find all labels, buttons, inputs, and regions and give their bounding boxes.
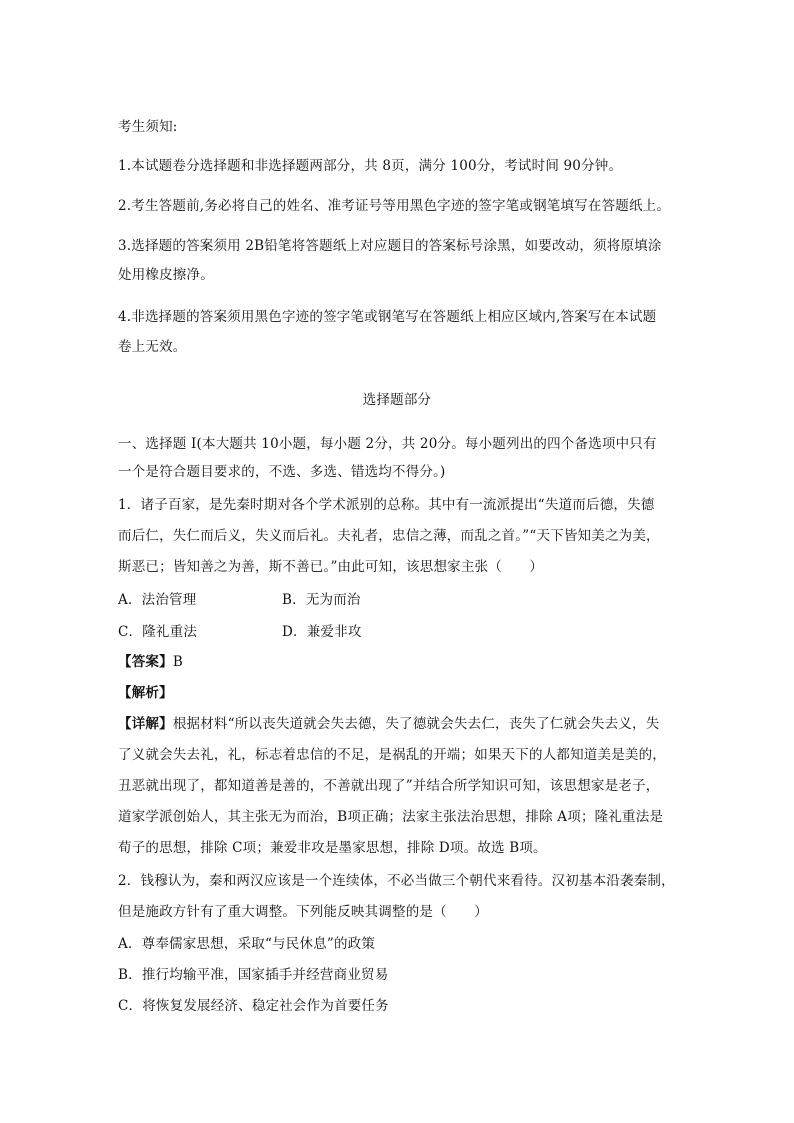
q1-stem-line-3: 斯恶已；皆知善之为善，斯不善已。”由此可知，该思想家主张（ ） <box>118 559 544 575</box>
q2-stem-line-1: 2．钱穆认为，秦和两汉应该是一个连续体，不必当做三个朝代来看待。汉初基本沿袭秦制， <box>118 873 675 889</box>
notice-item-3-line-2: 处用橡皮擦净。 <box>118 267 214 283</box>
detail-label: 【详解】 <box>118 716 173 732</box>
q1-analysis-label: 【解析】 <box>118 685 173 701</box>
q1-stem-line-2: 而后仁，失仁而后义，失义而后礼。夫礼者，忠信之薄，而乱之首。”“天下皆知美之为美， <box>118 528 660 544</box>
q1-option-d: D．兼爱非攻 <box>282 624 362 640</box>
q1-option-b: B．无为而治 <box>282 592 361 608</box>
q2-option-b: B．推行均输平准，国家插手并经营商业贸易 <box>118 967 389 983</box>
q1-detail-line-5: 荀子的思想，排除 C项；兼爱非攻是墨家思想，排除 D项。故选 B项。 <box>118 840 547 856</box>
q2-option-c: C．将恢复发展经济、稳定社会作为首要任务 <box>118 998 389 1014</box>
notice-item-4-line-2: 卷上无效。 <box>118 339 187 355</box>
notice-item-2: 2.考生答题前,务必将自己的姓名、准考证号等用黑色字迹的签字笔或钢笔填写在答题纸上。 <box>118 198 671 214</box>
detail-text: 根据材料“所以丧失道就会失去德，失了德就会失去仁，丧失了仁就会失去义，失 <box>172 716 660 732</box>
section-instruction-line-1: 一、选择题 I(本大题共 10小题，每小题 2分，共 20分。每小题列出的四个备选项中只有 <box>118 436 657 452</box>
q1-answer <box>118 652 183 672</box>
q2-option-a: A．尊奉儒家思想，采取“与民休息”的政策 <box>118 936 376 952</box>
answer-label: 【答案】 <box>118 654 173 670</box>
section-instruction-line-2: 一个是符合题目要求的，不选、多选、错选均不得分。) <box>118 464 446 480</box>
notice-item-1: 1.本试题卷分选择题和非选择题两部分，共 8页，满分 100分，考试时间 90分钟。 <box>118 158 623 174</box>
q1-stem-line-1: 1．诸子百家，是先秦时期对各个学术派别的总称。其中有一流派提出“失道而后德，失德 <box>118 497 655 513</box>
q1-option-c: C．隆礼重法 <box>118 624 198 640</box>
notice-item-3-line-1: 3.选择题的答案须用 2B铅笔将答题纸上对应题目的答案标号涂黑，如要改动，须将原填涂 <box>118 238 662 254</box>
q1-detail-line-1 <box>118 714 659 734</box>
answer-value: B <box>172 654 183 670</box>
notice-item-4-line-1: 4.非选择题的答案须用黑色字迹的签字笔或钢笔写在答题纸上相应区域内,答案写在本试题 <box>118 309 657 325</box>
notice-heading: 考生须知: <box>118 119 178 135</box>
section-title: 选择题部分 <box>362 392 432 408</box>
q2-stem-line-2: 但是施政方针有了重大调整。下列能反映其调整的是（ ） <box>118 904 488 920</box>
q1-detail-line-3: 丑恶就出现了，都知道善是善的，不善就出现了”并结合所学知识可知，该思想家是老子， <box>118 778 660 794</box>
q1-detail-line-2: 了义就会失去礼，礼，标志着忠信的不足，是祸乱的开端；如果天下的人都知道美是美的， <box>118 747 666 763</box>
q1-option-a: A．法治管理 <box>118 592 197 608</box>
q1-detail-line-4: 道家学派创始人，其主张无为而治，B项正确；法家主张法治思想，排除 A项；隆礼重法是 <box>118 809 664 825</box>
